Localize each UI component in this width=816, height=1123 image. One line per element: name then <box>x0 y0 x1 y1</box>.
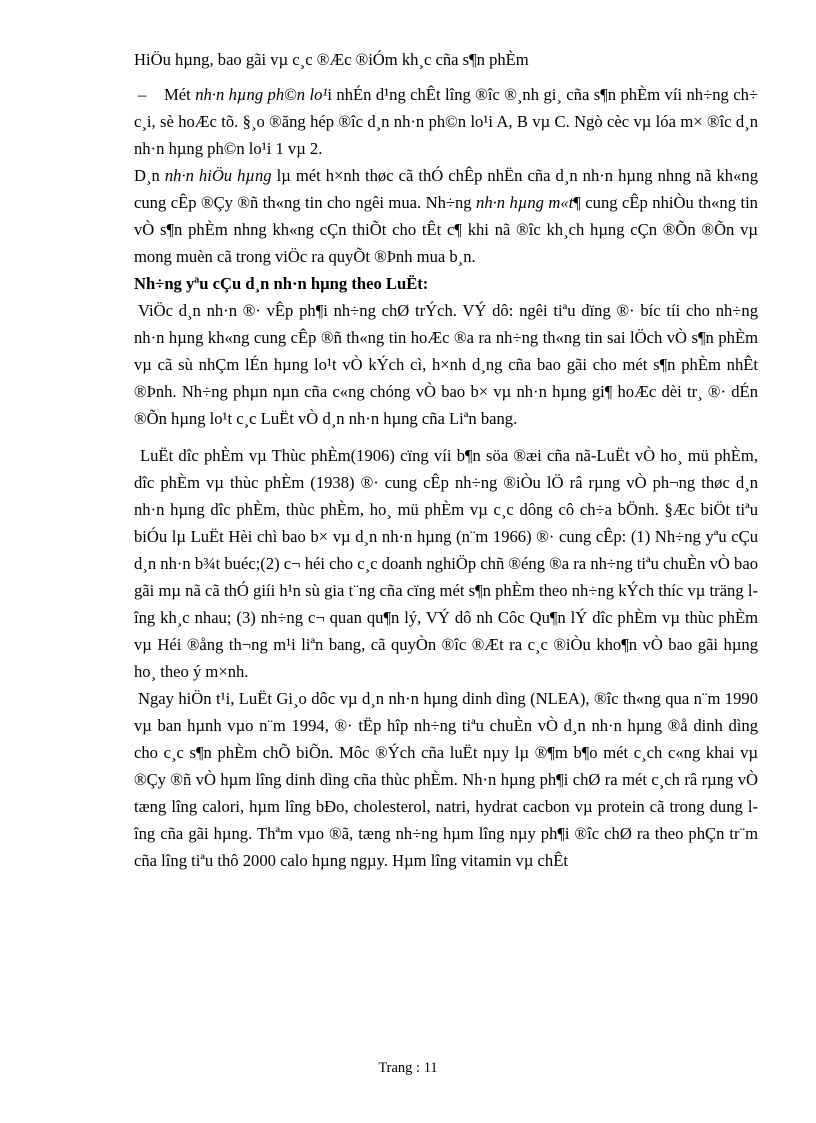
page-number: Trang : 11 <box>378 1060 438 1076</box>
info-text-b: lµ mét h×nh thøc cã thÓ chÊp nhËn cña d¸n nh·n hµng nhng nã kh«ng cung cÊp ®Çy ®ñ th«ng tin cho ngêi mua. Nh÷ng <box>134 166 758 212</box>
bullet-dash: – <box>138 85 147 104</box>
bullet-text-start: Mét <box>164 85 196 104</box>
bullet-paragraph <box>134 81 758 162</box>
info-emphasis-2: nh·n hµng m«t <box>476 193 574 212</box>
info-text-c: ¶ cung cÊp nhiÒu th«ng tin vÒ s¶n phÈm nhng kh«ng cÇn thiÕt cho tÊt c¶ khi nã ®îc kh¸ch hµng cÇn ®Õn ®Õn vµ mong muèn cã trong viÖc ra quyÕt ®Þnh mua b¸n. <box>134 193 758 266</box>
document-page <box>134 46 758 874</box>
paragraph-food-drug-law: LuËt dîc phÈm vµ Thùc phÈm(1906) cïng víi b¶n söa ®æi cña nã-LuËt vÒ ho¸ mü phÈm, dîc phÈm vµ thùc phÈm (1938) ®· cung cÊp nh÷ng ®iÒu lÖ râ rµng vÒ ph¬ng thøc d¸n nh·n hµng dîc phÈm, thùc phÈm, ho¸ mü phÈm vµ c¸c dông cô ch÷a bÖnh. §Æc biÖt tiªu biÓu lµ LuËt Hèi chì bao b× vµ d¸n nh·n hµng (n¨m 1966) ®· cung cÊp: (1) Nh÷ng yªu cÇu d¸n nh·n b¾t buéc;(2) c¬ héi cho c¸c doanh nghiÖp chñ ®éng ®a ra nh÷ng tiªu chuÈn vÒ bao gãi mµ nã cã thÓ giíi h¹n sù gia t¨ng cña cïng mét s¶n phÈm theo nh÷ng kÝch thíc vµ träng lîng kh¸c nhau; (3) nh÷ng c¬ quan qu¶n lý, VÝ dô nh Côc Qu¶n lÝ dîc phÈm vµ thùc phÈm vµ Héi ®ång th¬ng m¹i liªn bang, cã quyÒn ®îc ®Æt ra c¸c ®iÒu kho¶n vÒ bao gãi hµng ho¸ theo ý m×nh. <box>134 446 758 681</box>
paragraph-nlea: Ngay hiÖn t¹i, LuËt Gi¸o dôc vµ d¸n nh·n hµng dinh dìng (NLEA), ®îc th«ng qua n¨m 1990 vµ ban hµnh vµo n¨m 1994, ®· tËp hîp nh÷ng tiªu chuÈn vÒ d¸n nh·n hµng ®å dinh dìng cho c¸c s¶n phÈm chÕ biÕn. Môc ®Ých cña luËt nµy lµ ®¶m b¶o mét c¸ch c«ng khai vµ ®Çy ®ñ vÒ hµm lîng dinh dìng cña thùc phÈm. Nh·n hµng ph¶i chØ ra mét c¸ch râ rµng vÒ tæng lîng calori, hµm lîng bÐo, cholesterol, natri, hydrat cacbon vµ protein cã trong dung lîng cña gãi hµng. Thªm vµo ®ã, tæng nh÷ng hµm lîng nµy ph¶i ®îc chØ ra theo phÇn tr¨m cña lîng tiªu thô 2000 calo hµng ngµy. Hµm lîng vitamin vµ chÊt <box>134 689 758 870</box>
info-emphasis-1: nh·n hiÖu hµng <box>164 166 272 185</box>
label-info-paragraph <box>134 162 758 270</box>
info-text-a: D¸n <box>134 166 165 185</box>
section-topic-line: HiÖu hµng, bao gãi vµ c¸c ®Æc ®iÓm kh¸c cña s¶n phÈm <box>134 50 529 69</box>
section-heading: Nh÷ng yªu cÇu d¸n nh·n hµng theo LuËt: <box>134 274 429 293</box>
paragraph-criticism: ViÖc d¸n nh·n ®· vÊp ph¶i nh÷ng chØ trÝch. VÝ dô: ngêi tiªu dïng ®· bíc tíi cho nh÷ng nh·n hµng kh«ng cung cÊp ®ñ th«ng tin hoÆc ®a ra nh÷ng th«ng tin sai lÖch vÒ s¶n phÈm vµ cã sù nhÇm lÉn hµng lo¹t vÒ kÝch cì, h×nh d¸ng cña bao gãi cho mét s¶n phÈm nhÊt ®Þnh. Nh÷ng phµn nµn cña c«ng chóng vÒ bao b× vµ nh·n hµng gi¶ hoÆc dèi tr¸ ®· dÉn ®Õn hµng lo¹t c¸c LuËt vÒ d¸n nh·n hµng cña Liªn bang. <box>134 301 758 428</box>
bullet-emphasis: nh·n hµng ph©n lo¹ <box>195 85 328 104</box>
bullet-text-rest: i nhÉn d¹ng chÊt lîng ®îc ®¸nh gi¸ cña s¶n phÈm víi nh÷ng ch÷ c¸i, sè hoÆc tõ. §¸o ®ăng hép ®îc d¸n nh·n ph©n lo¹i A, B vµ C. Ngò cèc vµ lóa m× ®îc d¸n nh·n hµng ph©n lo¹i 1 vµ 2. <box>134 85 758 158</box>
